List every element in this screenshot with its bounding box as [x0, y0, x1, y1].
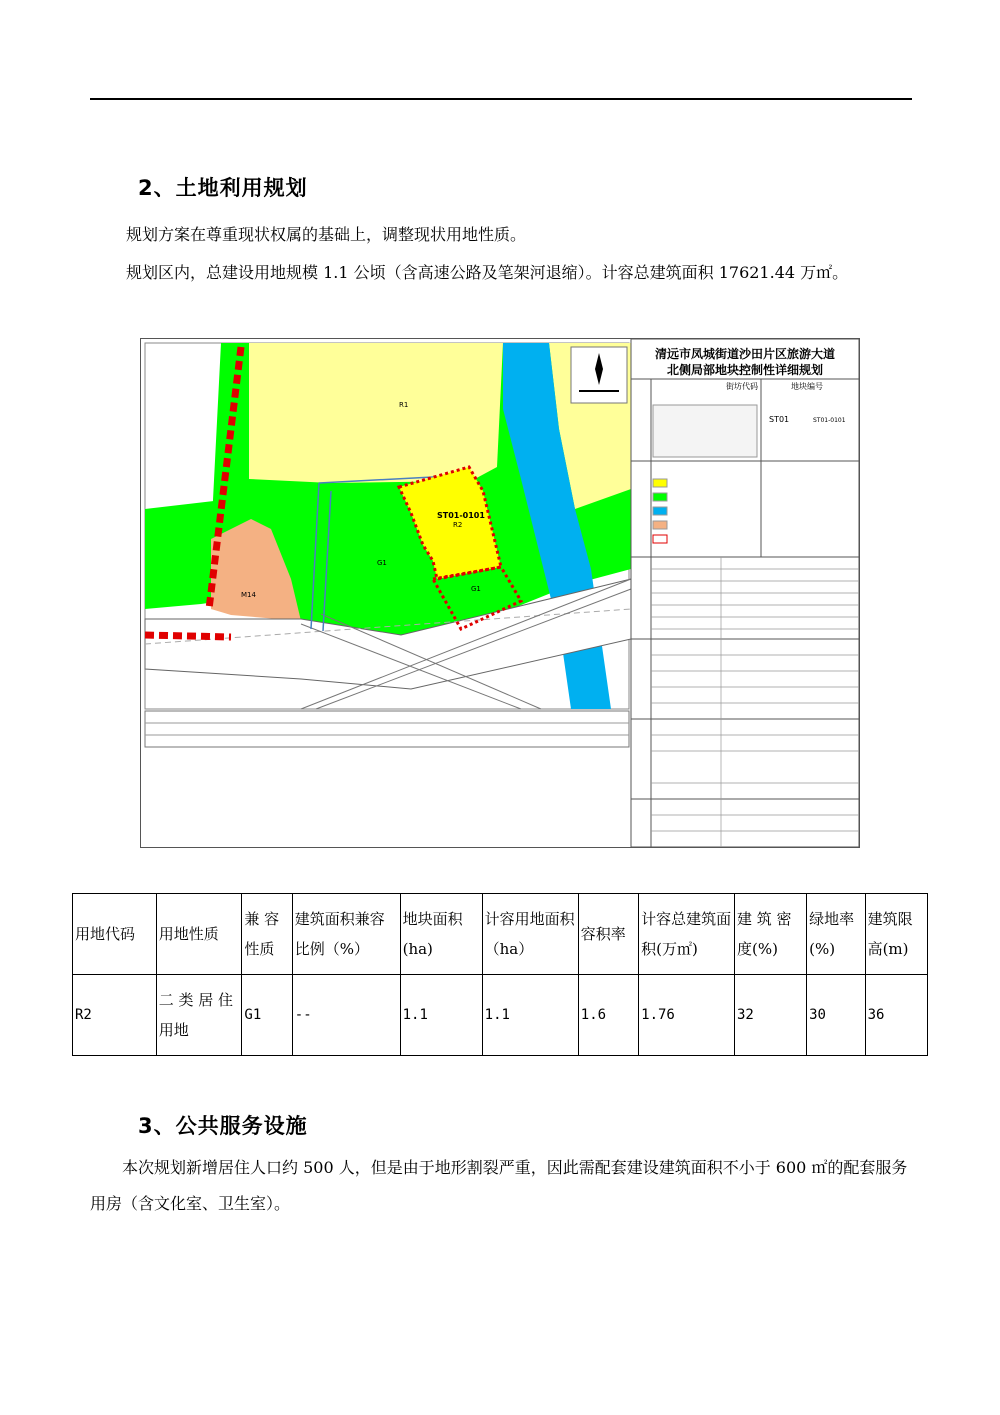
map-label-r1: R1: [399, 401, 409, 409]
header-compat-nature: 兼 容性质: [242, 894, 292, 975]
section-2-heading: 2、土地利用规划: [138, 176, 308, 200]
cell-calc-area: 1.1: [482, 975, 578, 1056]
section-2-paragraph-2: 规划区内，总建设用地规模 1.1 公顷（含高速公路及笔架河退缩）。计容总建筑面积 17621.44 万㎡。: [126, 263, 849, 282]
cell-density: 32: [734, 975, 806, 1056]
planning-map: [140, 338, 860, 848]
header-green-ratio: 绿地率(%): [807, 894, 865, 975]
header-far: 容积率: [578, 894, 638, 975]
header-land-nature: 用地性质: [156, 894, 242, 975]
table-header-row: [73, 894, 928, 975]
map-label-r2: R2: [453, 521, 463, 529]
map-col-code-label: 街坊代码: [726, 382, 758, 391]
map-title-line-2: 北侧局部地块控制性详细规划: [666, 363, 823, 377]
land-use-table: [72, 893, 928, 1056]
map-label-plot: ST01-0101: [437, 511, 485, 520]
cell-total-floor-area: 1.76: [639, 975, 735, 1056]
cell-compat: G1: [242, 975, 292, 1056]
cell-far: 1.6: [578, 975, 638, 1056]
map-label-g1-south: G1: [471, 585, 481, 593]
cell-plot-area: 1.1: [400, 975, 482, 1056]
section-2-paragraph-1: 规划方案在尊重现状权属的基础上，调整现状用地性质。: [126, 225, 527, 244]
cell-ratio: --: [292, 975, 400, 1056]
residential-zone-r1: [249, 343, 503, 483]
section-3-paragraph: 本次规划新增居住人口约 500 人，但是由于地形割裂严重，因此需配套建设建筑面积不小于 600 ㎡的配套服务用房（含文化室、卫生室）。: [90, 1158, 908, 1213]
header-calc-land-area: 计容用地面积（ha）: [482, 894, 578, 975]
header-total-floor-area: 计容总建筑面积(万㎡): [639, 894, 735, 975]
header-plot-area: 地块面积(ha): [400, 894, 482, 975]
map-label-g1-west: G1: [377, 559, 387, 567]
map-code-value: ST01: [769, 415, 790, 424]
map-plot-value: ST01-0101: [813, 417, 846, 424]
cell-land-nature: 二 类 居 住用地: [156, 975, 242, 1056]
section-3-heading: 3、公共服务设施: [138, 1114, 308, 1138]
cell-green-ratio: 30: [807, 975, 865, 1056]
map-col-plot-label: 地块编号: [791, 382, 823, 391]
map-title-line-1: 清远市凤城街道沙田片区旅游大道: [654, 347, 835, 361]
header-height-limit: 建筑限高(m): [865, 894, 927, 975]
header-land-code: 用地代码: [73, 894, 157, 975]
cell-land-code: R2: [73, 975, 157, 1056]
map-label-m14: M14: [241, 591, 256, 599]
header-area-compat-ratio: 建筑面积兼容比例（%）: [292, 894, 400, 975]
header-rule: [90, 98, 912, 100]
table-row: [73, 975, 928, 1056]
cell-height-limit: 36: [865, 975, 927, 1056]
header-building-density: 建 筑 密度(%): [734, 894, 806, 975]
